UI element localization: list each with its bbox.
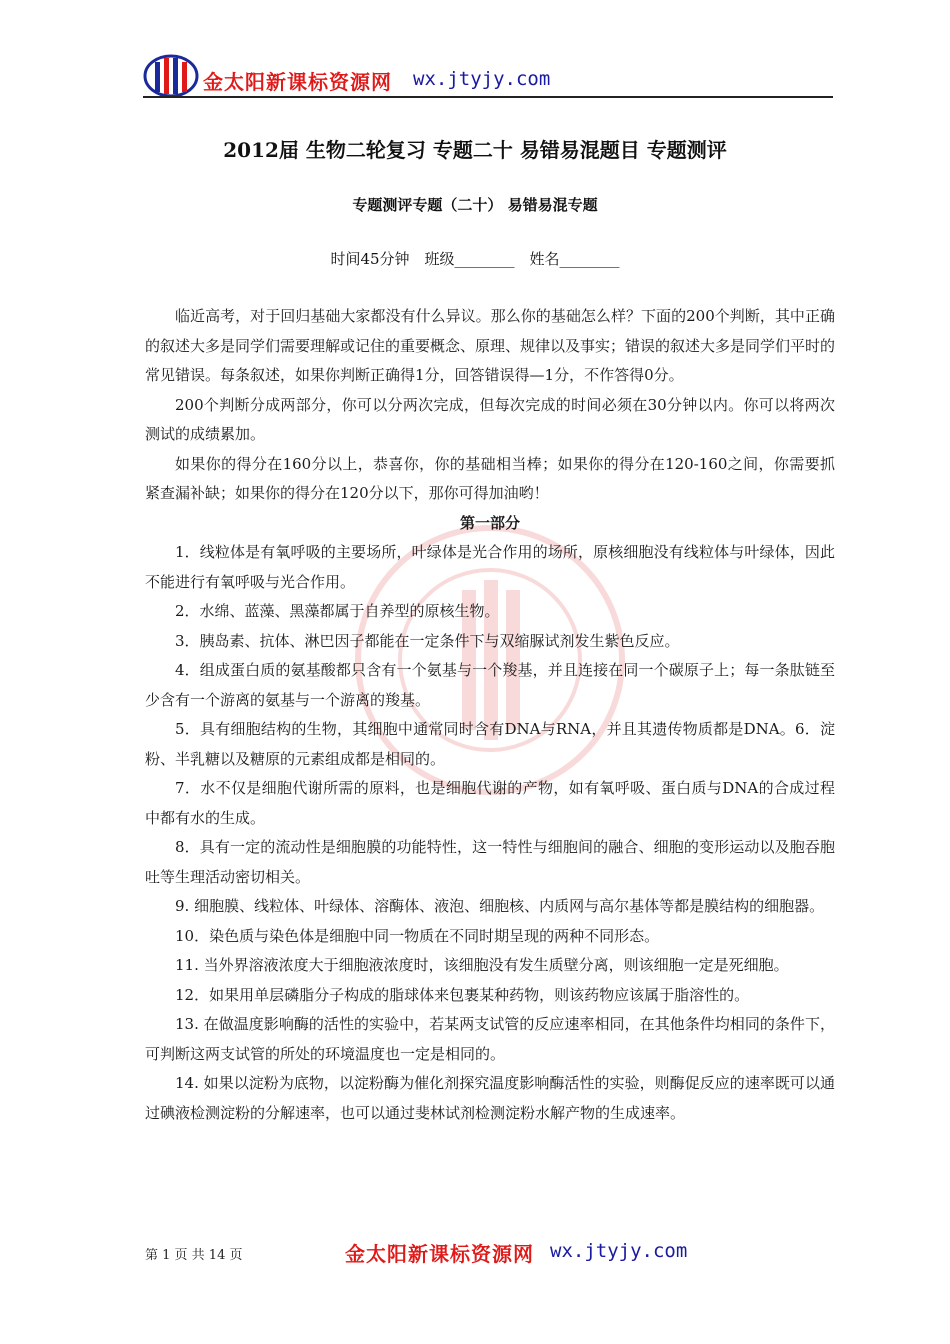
page-header <box>143 52 833 100</box>
header-divider <box>143 96 833 98</box>
footer-url-link[interactable]: wx.jtyjy.com <box>550 1240 688 1262</box>
header-url-link[interactable]: wx.jtyjy.com <box>413 68 551 90</box>
question-item: 8．具有一定的流动性是细胞膜的功能特性，这一特性与细胞间的融合、细胞的变形运动以及胞吞胞吐等生理活动密切相关。 <box>145 838 835 886</box>
intro-paragraph: 临近高考，对于回归基础大家都没有什么异议。那么你的基础怎么样？下面的200个判断，其中正确的叙述大多是同学们需要理解或记住的重要概念、原理、规律以及事实；错误的叙述大多是同学们平时的常见错误。每条叙述，如果你判断正确得1分，回答错误得—1分，不作答得0分。 <box>145 307 836 384</box>
question-item: 11. 当外界溶液浓度大于细胞液浓度时，该细胞没有发生质壁分离，则该细胞一定是死细胞。 <box>175 956 789 974</box>
question-item: 3．胰岛素、抗体、淋巴因子都能在一定条件下与双缩脲试剂发生紫色反应。 <box>175 631 680 650</box>
footer-brand: 金太阳新课标资源网 <box>345 1242 534 1266</box>
question-item: 7．水不仅是细胞代谢所需的原料，也是细胞代谢的产物，如有氧呼吸、蛋白质与DNA的合成过程中都有水的生成。 <box>145 779 835 827</box>
document-body <box>145 302 835 1128</box>
question-item: 1．线粒体是有氧呼吸的主要场所，叶绿体是光合作用的场所，原核细胞没有线粒体与叶绿体，因此不能进行有氧呼吸与光合作用。 <box>145 543 835 591</box>
site-logo-icon <box>143 52 199 98</box>
question-item: 12．如果用单层磷脂分子构成的脂球体来包裹某种药物，则该药物应该属于脂溶性的。 <box>175 985 750 1004</box>
question-item: 14. 如果以淀粉为底物，以淀粉酶为催化剂探究温度影响酶活性的实验，则酶促反应的速率既可以通过碘液检测淀粉的分解速率，也可以通过斐林试剂检测淀粉水解产物的生成速率。 <box>145 1074 835 1122</box>
section-heading: 第一部分 <box>459 513 520 532</box>
document-subtitle: 专题测评专题（二十） 易错易混专题 <box>352 196 598 214</box>
header-brand: 金太阳新课标资源网 <box>203 70 392 94</box>
question-item: 13. 在做温度影响酶的活性的实验中，若某两支试管的反应速率相同，在其他条件均相同的条件下，可判断这两支试管的所处的环境温度也一定是相同的。 <box>145 1015 835 1063</box>
question-item: 9. 细胞膜、线粒体、叶绿体、溶酶体、液泡、细胞核、内质网与高尔基体等都是膜结构的细胞器。 <box>175 897 825 915</box>
exam-meta-line: 时间45分钟 班级________ 姓名________ <box>330 250 620 268</box>
document-title: 2012届 生物二轮复习 专题二十 易错易混题目 专题测评 <box>223 138 727 162</box>
question-item: 4．组成蛋白质的氨基酸都只含有一个氨基与一个羧基，并且连接在同一个碳原子上；每一条肽链至少含有一个游离的氨基与一个游离的羧基。 <box>145 661 835 709</box>
page-number: 第 1 页 共 14 页 <box>145 1248 243 1263</box>
intro-paragraph: 200个判断分成两部分，你可以分两次完成，但每次完成的时间必须在30分钟以内。你可以将两次测试的成绩累加。 <box>145 395 835 443</box>
question-item: 5．具有细胞结构的生物，其细胞中通常同时含有DNA与RNA，并且其遗传物质都是DNA。6．淀粉、半乳糖以及糖原的元素组成都是相同的。 <box>145 720 835 768</box>
question-item: 10．染色质与染色体是细胞中同一物质在不同时期呈现的两种不同形态。 <box>175 926 660 945</box>
intro-paragraph: 如果你的得分在160分以上，恭喜你，你的基础相当棒；如果你的得分在120-160之间，你需要抓紧查漏补缺；如果你的得分在120分以下，那你可得加油哟！ <box>145 454 835 502</box>
question-item: 2．水绵、蓝藻、黑藻都属于自养型的原核生物。 <box>175 602 500 620</box>
